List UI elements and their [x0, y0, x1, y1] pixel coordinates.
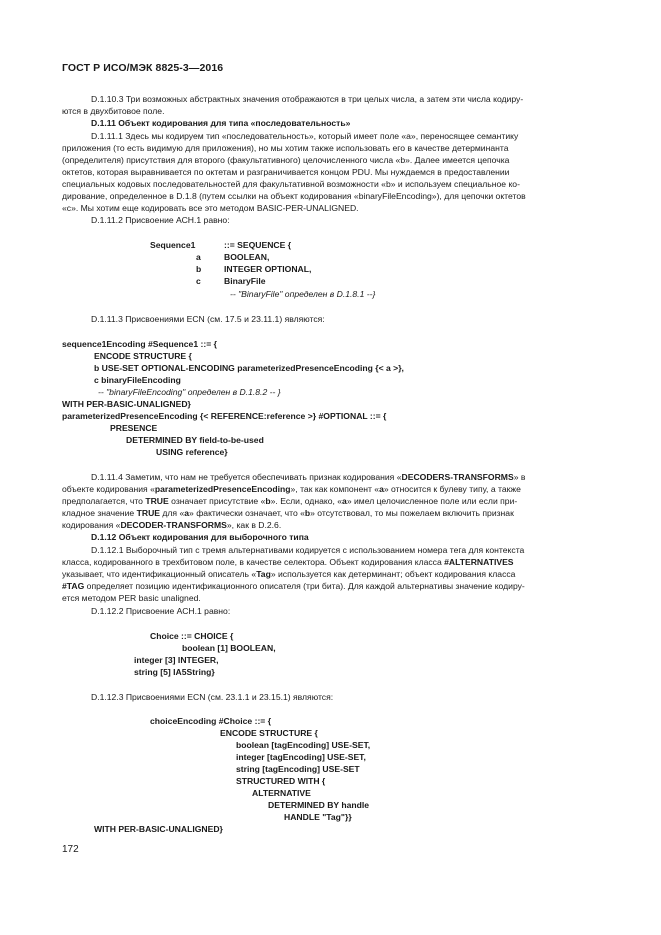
section-heading — [91, 117, 350, 129]
text-run: Choice ::= CHOICE { — [150, 631, 234, 641]
text-run: WITH PER-BASIC-UNALIGNED} — [94, 824, 223, 834]
text-run: TRUE — [136, 508, 161, 518]
code-line — [62, 410, 386, 422]
code-line — [150, 239, 195, 251]
text-run: D.1.11.3 Присвоениями ECN (см. 17.5 и 23.11.1) являются: — [91, 314, 325, 324]
text-run: D.1.10.3 Три возможных абстрактных значения отображаются в три целых числа, а затем эти числа кодиру- — [91, 94, 524, 104]
text-run: DECODERS-TRANSFORMS — [401, 472, 514, 482]
text-run: означает присутствие « — [168, 496, 266, 506]
text-run: a — [379, 484, 384, 494]
text-run: c binaryFileEncoding — [94, 375, 181, 385]
para-line — [62, 556, 514, 568]
text-run: (определителя) присутствия для второго (факультативного) целочисленного числа «b». Далее имеется цепочка — [62, 155, 510, 165]
text-run: специальных кодовых последовательностей для факультативной возможности «b» и используем специальное ко- — [62, 179, 520, 189]
text-run: », так как компонент « — [290, 484, 380, 494]
text-run: choiceEncoding #Choice ::= { — [150, 716, 272, 726]
text-run: объекте кодирования « — [62, 484, 155, 494]
text-run: » используется как детерминант; объект кодирования класса — [270, 569, 516, 579]
text-run: string [5] IA5String} — [134, 667, 215, 677]
text-run: c — [196, 276, 201, 286]
text-run: BinaryFile — [224, 276, 266, 286]
text-run: a — [184, 508, 190, 518]
text-run: ENCODE STRUCTURE { — [220, 728, 318, 738]
para-line — [62, 592, 201, 604]
code-line — [224, 263, 311, 275]
code-line — [62, 338, 217, 350]
para-line — [62, 154, 509, 166]
code-line — [196, 263, 201, 275]
code-line — [252, 787, 311, 799]
text-run: boolean [1] BOOLEAN, — [182, 643, 276, 653]
text-run: DECODER-TRANSFORMS — [120, 520, 227, 530]
para-line — [91, 130, 518, 142]
code-line — [62, 398, 191, 410]
code-line — [134, 654, 219, 666]
text-run: boolean [tagEncoding] USE-SET, — [236, 740, 371, 750]
code-line — [134, 666, 215, 678]
text-run: D.1.12.1 Выборочный тип с тремя альтернативами кодируется с использованием номера тега для контекста — [91, 545, 525, 555]
code-line — [236, 763, 360, 775]
text-run: », как в D.2.6. — [226, 520, 282, 530]
text-run: INTEGER OPTIONAL, — [224, 264, 312, 274]
text-run: integer [tagEncoding] USE-SET, — [236, 752, 366, 762]
text-run: ENCODE STRUCTURE { — [94, 351, 192, 361]
code-line — [224, 239, 291, 251]
para-line — [91, 544, 524, 556]
text-run: «c». Мы хотим еще кодировать все это методом BASIC-PER-UNALIGNED. — [62, 203, 359, 213]
text-run: » фактически означает, что « — [189, 508, 305, 518]
text-run: b — [196, 264, 202, 274]
code-line — [94, 362, 404, 374]
text-run: -- "BinaryFile" определен в D.1.8.1 --} — [230, 289, 376, 299]
text-run: -- "binaryFileEncoding" определен в D.1.8.2 -- } — [98, 387, 281, 397]
text-run: b USE-SET OPTIONAL-ENCODING parameterizedPresenceEncoding {< a >}, — [94, 363, 404, 373]
text-run: sequence1Encoding #Sequence1 ::= { — [62, 339, 217, 349]
text-run: D.1.11.2 Присвоение АСН.1 равно: — [91, 215, 230, 225]
text-run: DETERMINED BY field-to-be-used — [126, 435, 264, 445]
text-run: string [tagEncoding] USE-SET — [236, 764, 360, 774]
para-line — [62, 105, 164, 117]
code-line — [236, 739, 370, 751]
code-line — [94, 350, 192, 362]
text-run: D.1.11 Объект кодирования для типа «последовательность» — [91, 118, 351, 128]
code-line — [196, 251, 201, 263]
text-run: #ALTERNATIVES — [444, 557, 514, 567]
section-heading — [91, 531, 309, 543]
code-line — [94, 823, 223, 835]
para-line — [91, 691, 333, 703]
text-run: ется методом PER basic unaligned. — [62, 593, 201, 603]
text-run: D.1.12.2 Присвоение АСН.1 равно: — [91, 606, 231, 616]
text-run: дирование, определенное в D.1.8 (путем ссылки на объект кодирования «binaryFileEncoding»), для цепочки октетов — [62, 191, 526, 201]
text-run: b — [265, 496, 271, 506]
text-run: TRUE — [145, 496, 169, 506]
code-line — [284, 811, 352, 823]
text-run: HANDLE "Tag"}} — [284, 812, 352, 822]
para-line — [62, 483, 521, 495]
para-line — [91, 214, 230, 226]
text-run: STRUCTURED WITH { — [236, 776, 326, 786]
page-header-title: ГОСТ Р ИСО/МЭК 8825-3—2016 — [62, 62, 224, 74]
text-run: BOOLEAN, — [224, 252, 270, 262]
text-run: кладное значение — [62, 508, 137, 518]
code-line — [150, 630, 233, 642]
code-line — [110, 422, 157, 434]
text-run: ::= SEQUENCE { — [224, 240, 292, 250]
para-line — [62, 519, 281, 531]
code-line — [182, 642, 276, 654]
code-line — [220, 727, 318, 739]
text-run: a — [196, 252, 201, 262]
text-run: D.1.11.1 Здесь мы кодируем тип «последовательность», который имеет поле «a», переносящее семантику — [91, 131, 519, 141]
text-run: DETERMINED BY handle — [268, 800, 370, 810]
text-run: PRESENCE — [110, 423, 158, 433]
text-run: октетов, которая выравнивается по октетам и разграничивается концом PDU. Мы нуждаемся в предоставлении — [62, 167, 510, 177]
text-run: b — [304, 508, 311, 518]
text-run: ALTERNATIVE — [252, 788, 311, 798]
para-line — [62, 507, 514, 519]
text-run: D.1.12 Объект кодирования для выборочного типа — [91, 532, 309, 542]
text-run: Sequence1 — [150, 240, 196, 250]
text-run: предполагается, что — [62, 496, 146, 506]
text-run: » в — [513, 472, 526, 482]
para-line — [62, 142, 509, 154]
text-run: приложения (то есть видимую для приложения), но мы хотим также использовать его в качестве детерминанта — [62, 143, 509, 153]
code-comment — [98, 386, 281, 398]
text-run: » отсутствовал, то мы пожелаем включить признак — [310, 508, 514, 518]
text-run: D.1.12.3 Присвоениями ECN (см. 23.1.1 и 23.15.1) являются: — [91, 692, 334, 702]
para-line — [91, 605, 230, 617]
code-line — [156, 446, 228, 458]
text-run: ». Если, однако, « — [270, 496, 343, 506]
page-number: 172 — [62, 844, 79, 855]
code-line — [236, 775, 325, 787]
text-run: WITH PER-BASIC-UNALIGNED} — [62, 399, 191, 409]
code-line — [268, 799, 369, 811]
text-run: #TAG — [62, 581, 85, 591]
code-line — [236, 751, 366, 763]
text-run: a — [342, 496, 347, 506]
para-line — [62, 202, 359, 214]
code-line — [196, 275, 201, 287]
code-line — [126, 434, 264, 446]
text-run: ются в двухбитовое поле. — [62, 106, 165, 116]
para-line — [62, 580, 525, 592]
text-run: parameterizedPresenceEncoding — [154, 484, 291, 494]
para-line — [62, 190, 526, 202]
text-run: класса, кодированного в трехбитовом поле, в качестве селектора. Объект кодирования класса — [62, 557, 445, 567]
para-line — [62, 495, 517, 507]
text-run: USING reference} — [156, 447, 228, 457]
text-run: integer [3] INTEGER, — [134, 655, 219, 665]
text-run: для « — [160, 508, 185, 518]
code-line — [224, 275, 266, 287]
text-run: Tag — [256, 569, 271, 579]
code-line — [150, 715, 271, 727]
para-line — [62, 568, 515, 580]
para-line — [62, 178, 520, 190]
text-run: D.1.11.4 Заметим, что нам не требуется обеспечивать признак кодирования « — [91, 472, 402, 482]
code-line — [224, 251, 269, 263]
code-comment — [230, 288, 375, 300]
para-line — [91, 471, 525, 483]
text-run: » относится к булеву типу, а также — [383, 484, 521, 494]
code-line — [94, 374, 181, 386]
para-line — [62, 166, 510, 178]
para-line — [91, 313, 325, 325]
text-run: определяет позицию идентификационного описателя (три бита). Для каждой альтернативы значение кодиру- — [84, 581, 525, 591]
para-line — [91, 93, 523, 105]
text-run: » имел целочисленное поле или если при- — [346, 496, 518, 506]
text-run: parameterizedPresenceEncoding {< REFERENCE:reference >} #OPTIONAL ::= { — [62, 411, 387, 421]
text-run: кодирования « — [62, 520, 121, 530]
text-run: указывает, что идентификационный описатель « — [62, 569, 257, 579]
